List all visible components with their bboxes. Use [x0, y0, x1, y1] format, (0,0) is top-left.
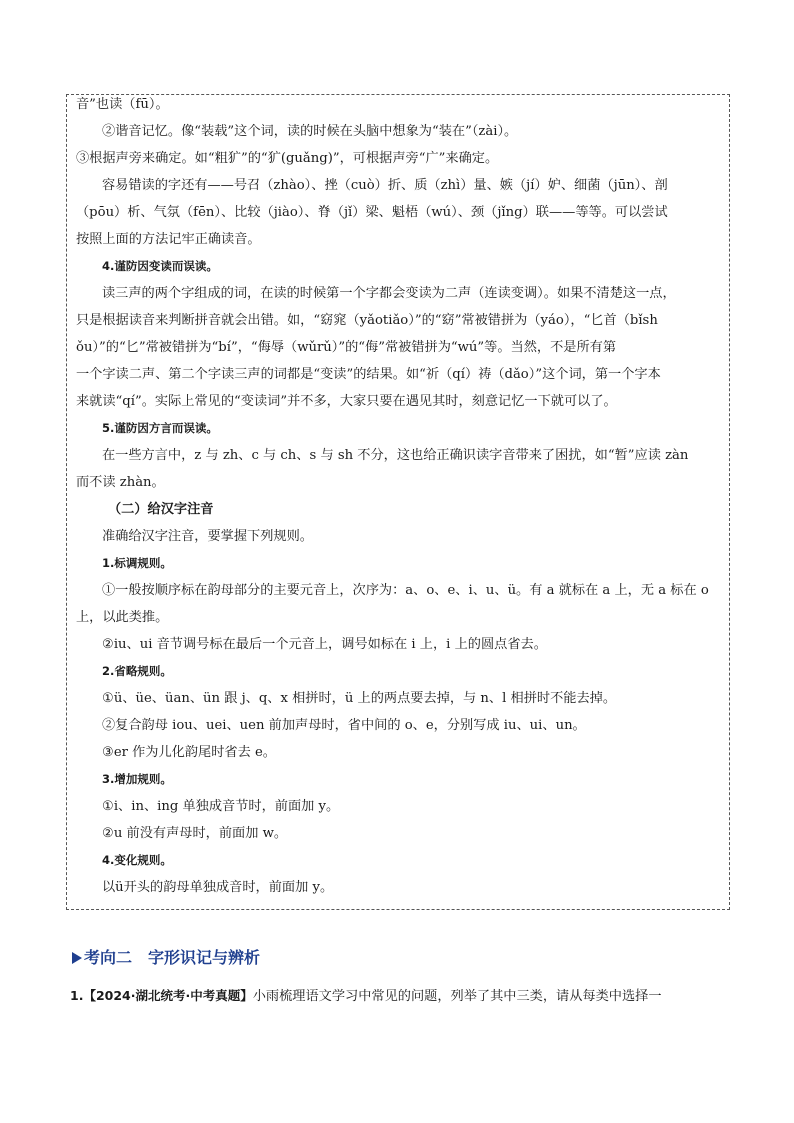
question-text: 小雨梳理语文学习中常见的问题，列举了其中三类，请从每类中选择一: [252, 989, 662, 1004]
text-line: ③er 作为儿化韵尾时省去 e。: [102, 745, 276, 760]
text-line: ǒu）”的“匕”常被错拼为“bí”，“侮辱（wǔrǔ）”的“侮”常被错拼为“wú”等。当然，不是所有第: [76, 340, 617, 355]
text-line: 只是根据读音来判断拼音就会出错。如，“窈窕（yǎotiǎo）”的“窈”常被错拼为（yáo），“匕首（bǐsh: [76, 313, 658, 328]
text-line: 上，以此类推。: [76, 610, 169, 625]
rule-heading: 4.谨防因变读而误读。: [102, 259, 218, 273]
text-line: 按照上面的方法记牢正确读音。: [76, 232, 261, 247]
question-number: 1.: [70, 988, 84, 1003]
text-line: 在一些方言中，z 与 zh、c 与 ch、s 与 sh 不分，这也给正确识读字音带来了困扰，如“暂”应读 zàn: [102, 448, 689, 463]
question-source: 【2024·湖北统考·中考真题】: [83, 988, 253, 1003]
rule-heading: 5.谨防因方言而误读。: [102, 421, 218, 435]
text-line: 来就读“qí”。实际上常见的“变读词”并不多，大家只要在遇见其时，刻意记忆一下就可以了。: [76, 394, 617, 409]
text-line: ②iu、ui 音节调号标在最后一个元音上，调号如标在 i 上，i 上的圆点省去。: [102, 637, 547, 652]
text-line: 一个字读二声、第二个字读三声的词都是“变读”的结果。如“祈（qí）祷（dǎo）”这个词，第一个字本: [76, 367, 661, 382]
rule-heading: 4.变化规则。: [102, 853, 172, 867]
text-line: ①ü、üe、üan、ün 跟 j、q、x 相拼时，ü 上的两点要去掉，与 n、l 相拼时不能去掉。: [102, 691, 617, 706]
text-line: 以ü开头的韵母单独成音时，前面加 y。: [102, 880, 334, 895]
triangle-bullet-icon: [72, 952, 82, 964]
section-heading: [72, 944, 260, 972]
text-line: 音”也读（fū）。: [76, 97, 169, 112]
text-line: 容易错读的字还有——号召（zhào）、挫（cuò）折、质（zhì）量、嫉（jí）妒、细菌（jūn）、剖: [102, 178, 668, 193]
text-line: ②u 前没有声母时，前面加 w。: [102, 826, 288, 841]
rule-heading: 3.增加规则。: [102, 772, 172, 786]
section-label: 考向二: [84, 948, 133, 967]
text-line: 读三声的两个字组成的词，在读的时候第一个字都会变读为二声（连读变调）。如果不清楚这一点，: [102, 286, 676, 301]
text-line: 准确给汉字注音，要掌握下列规则。: [102, 529, 313, 544]
text-line: ③根据声旁来确定。如“粗犷”的“犷(guǎng)”，可根据声旁“广”来确定。: [76, 151, 499, 166]
text-line: ②谐音记忆。像“装载”这个词，读的时候在头脑中想象为“装在”（zài）。: [102, 124, 518, 139]
rule-heading: 2.省略规则。: [102, 664, 172, 678]
question-line: [70, 983, 730, 1009]
section-title: 字形识记与辨析: [148, 948, 261, 967]
rule-heading: 1.标调规则。: [102, 556, 172, 570]
text-line: ②复合韵母 iou、uei、uen 前加声母时，省中间的 o、e，分别写成 iu、ui、un。: [102, 718, 586, 733]
text-line: ①一般按顺序标在韵母部分的主要元音上，次序为：a、o、e、i、u、ü。有 a 就标在 a 上，无 a 标在 o: [102, 583, 709, 598]
text-line: 而不读 zhàn。: [76, 475, 165, 490]
text-line: （pōu）析、气氛（fēn）、比较（jiào）、脊（jǐ）梁、魁梧（wú）、颈（jǐng）联——等等。可以尝试: [76, 205, 668, 220]
text-line: ①i、in、ing 单独成音节时，前面加 y。: [102, 799, 340, 814]
subsection-heading: （二）给汉字注音: [108, 502, 214, 517]
